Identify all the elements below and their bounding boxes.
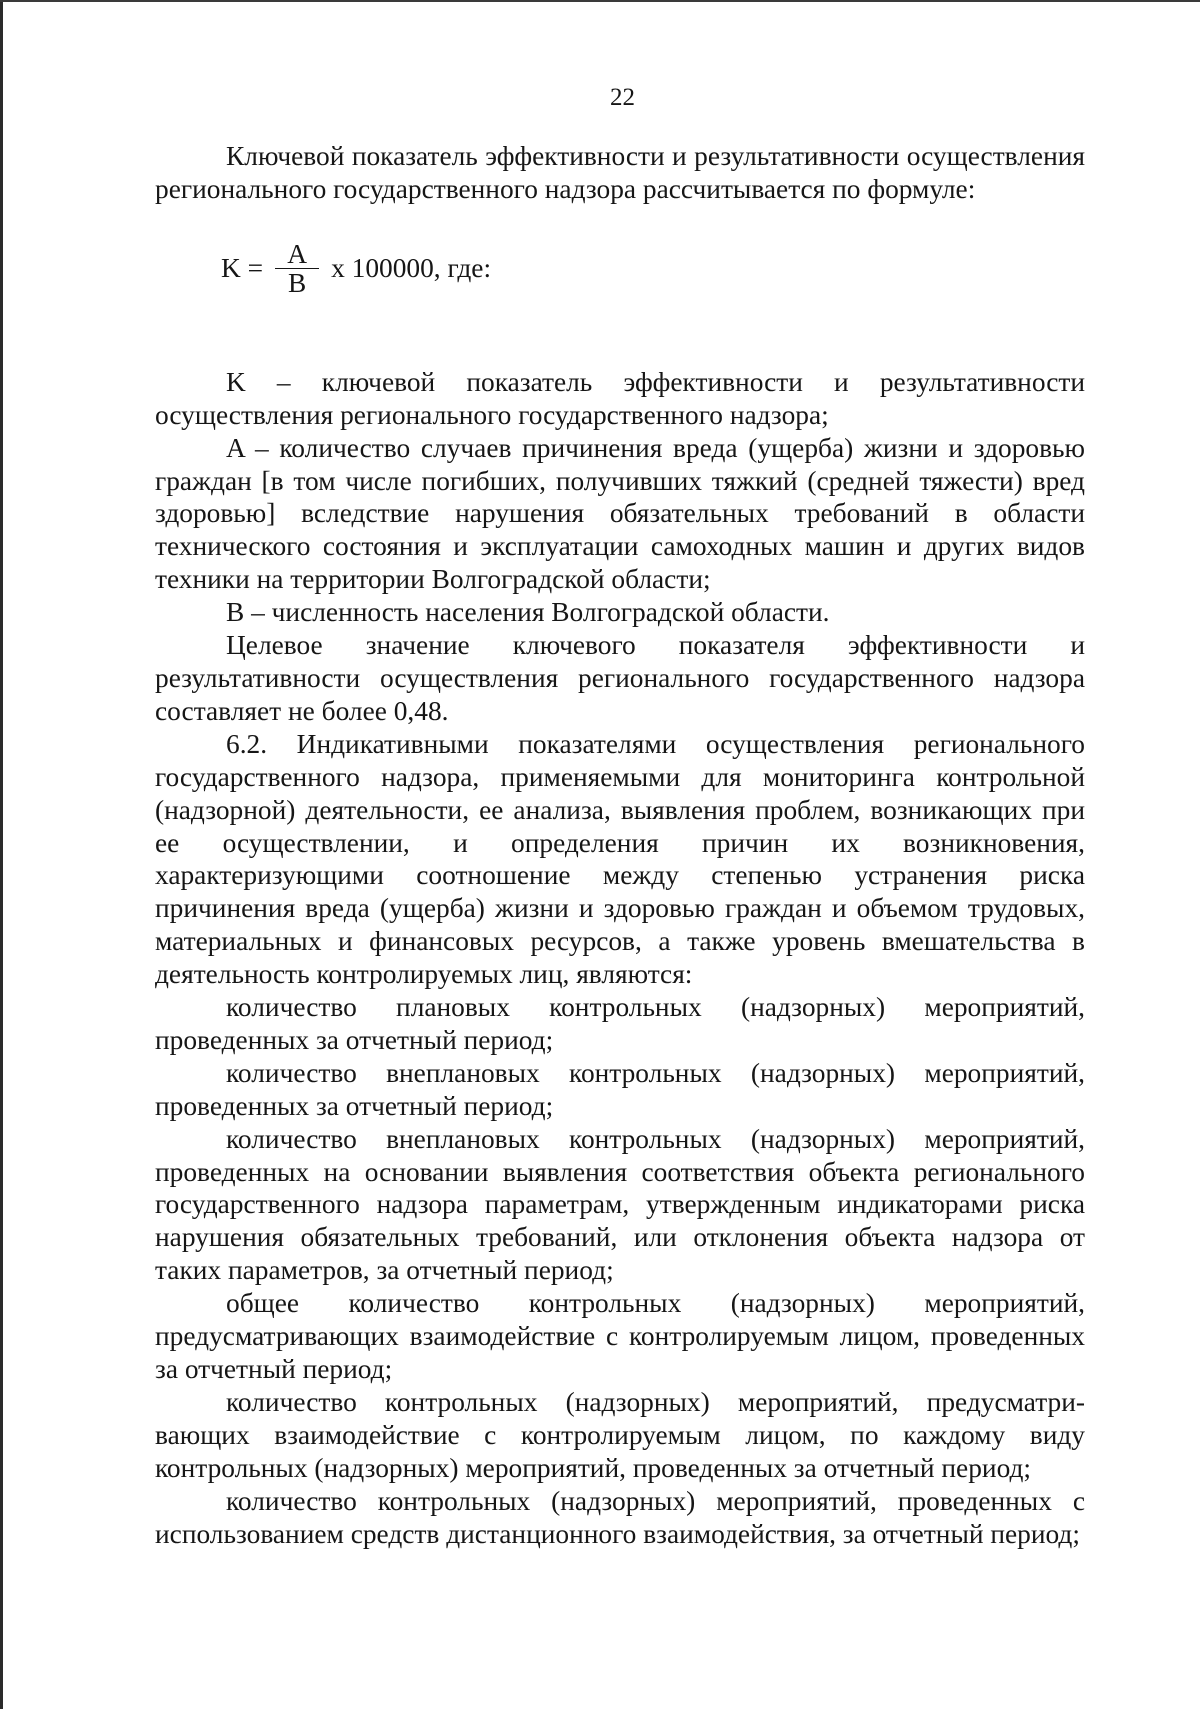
scan-edge-top: [0, 0, 1200, 2]
section-6-2-paragraph: 6.2. Индикативными показателями осуществления регионального государственного надзора, применяемыми для мониторинга контрольной (надзорной) деятельности, ее анализа, выявления проблем, возникающих при ее осуществлении, и определения причин их возникновения, характеризующими соотношение между степенью устранения риска причинения вреда (ущерба) жизни и здоровью граждан и объемом трудовых, материальных и финансовых ресурсов, а также уровень вмешательства в деятельность контролируемых лиц, являются:: [155, 728, 1085, 990]
indicator-item: количество внеплановых контрольных (надзорных) мероприятий, проведенных за отчетный период;: [155, 1057, 1085, 1121]
indicator-item: количество плановых контрольных (надзорных) мероприятий, проведенных за отчетный период;: [155, 992, 1085, 1055]
formula-lhs: K =: [221, 252, 264, 283]
scan-edge-left: [0, 0, 3, 1709]
definition-k: K – ключевой показатель эффективности и результативности осуществления регионального государственного надзора;: [155, 366, 1085, 430]
definition-a: A – количество случаев причинения вреда (ущерба) жизни и здоровью граждан [в том числе погибших, получивших тяжкий (средней тяжести) вред здоровью] вследствие нарушения обязательных требований в области технического состояния и эксплуатации самоходных машин и других видов техники на территории Волгоградской области;: [155, 432, 1085, 595]
indicator-item: количество внеплановых контрольных (надзорных) мероприятий, проведенных на основании выявления соответствия объекта регионального государственного надзора параметрам, утвержденным индикаторами риска нарушения обязательных требований, или отклонения объекта надзора от таких параметров, за отчетный период;: [155, 1123, 1085, 1286]
indicator-item: количество контрольных (надзорных) мероприятий, предусматри-вающих взаимодействие с контролируемым лицом, по каждому виду контрольных (надзорных) мероприятий, проведенных за отчетный период;: [155, 1386, 1085, 1483]
formula-numerator: A: [287, 238, 307, 269]
indicator-item: количество контрольных (надзорных) мероприятий, проведенных с использованием средств дистанционного взаимодействия, за отчетный период;: [155, 1485, 1085, 1549]
page-number: 22: [610, 84, 635, 111]
target-value-paragraph: Целевое значение ключевого показателя эффективности и результативности осуществления регионального государственного надзора составляет не более 0,48.: [155, 630, 1085, 726]
formula: [155, 206, 1085, 366]
formula-fraction: [275, 240, 319, 297]
intro-paragraph: Ключевой показатель эффективности и результативности осуществления регионального государственного надзора рассчитывается по формуле:: [155, 141, 1085, 204]
indicator-item: общее количество контрольных (надзорных) мероприятий, предусматривающих взаимодействие с контролируемым лицом, проведенных за отчетный период;: [155, 1288, 1085, 1384]
formula-tail: x 100000, где:: [331, 252, 492, 283]
document-body: [155, 140, 1085, 1550]
definition-b: B – численность населения Волгоградской области.: [226, 597, 830, 628]
formula-denominator: B: [287, 267, 307, 298]
